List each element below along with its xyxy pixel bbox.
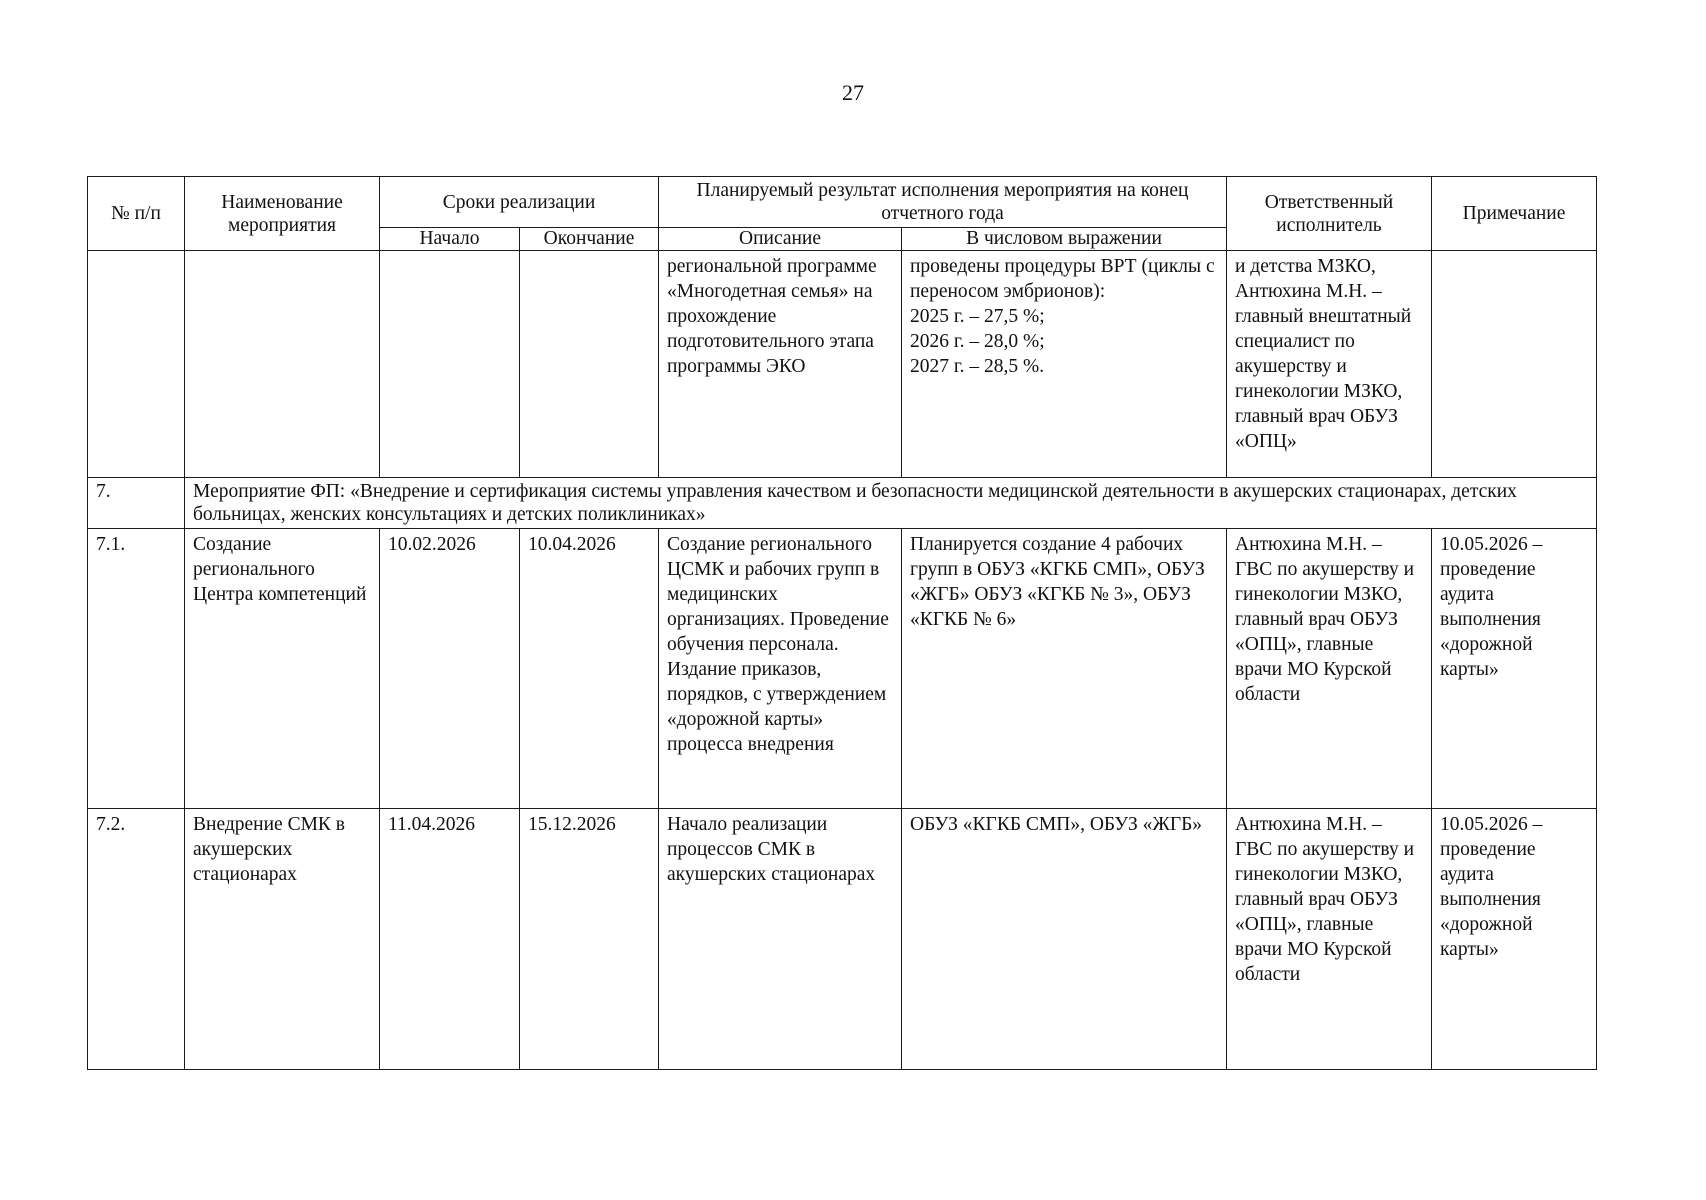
cell-event-name [185, 251, 380, 478]
numeric-line: 2025 г. – 27,5 %; [910, 306, 1045, 327]
cell-description: региональной программе «Многодетная семья» на прохождение подготовительного этапа программы ЭКО [659, 251, 902, 478]
cell-end [520, 251, 659, 478]
header-responsible: Ответственный исполнитель [1227, 177, 1432, 251]
cell-description: Создание регионального ЦСМК и рабочих групп в медицинских организациях. Проведение обучения персонала. Издание приказов, порядков, с утверждением «дорожной карты» процесса внедрения [659, 529, 902, 809]
section-row [88, 478, 1597, 529]
cell-number: 7.1. [88, 529, 185, 809]
section-title: Мероприятие ФП: «Внедрение и сертификация системы управления качеством и безопасности медицинской деятельности в акушерских стационарах, детских больницах, женских консультациях и детских поликлиниках» [185, 478, 1597, 529]
table-row [88, 529, 1597, 809]
header-terms: Сроки реализации [380, 177, 659, 228]
cell-responsible: Антюхина М.Н. – ГВС по акушерству и гинекологии МЗКО, главный врач ОБУЗ «ОПЦ», главные врачи МО Курской области [1227, 809, 1432, 1070]
header-event-name: Наименование мероприятия [185, 177, 380, 251]
cell-numeric: Планируется создание 4 рабочих групп в ОБУЗ «КГКБ СМП», ОБУЗ «ЖГБ» ОБУЗ «КГКБ № 3», ОБУЗ «КГКБ № 6» [902, 529, 1227, 809]
cell-responsible: Антюхина М.Н. – ГВС по акушерству и гинекологии МЗКО, главный врач ОБУЗ «ОПЦ», главные врачи МО Курской области [1227, 529, 1432, 809]
cell-note [1432, 251, 1597, 478]
table-row [88, 809, 1597, 1070]
header-end: Окончание [520, 228, 659, 251]
cell-responsible: и детства МЗКО, Антюхина М.Н. – главный внештатный специалист по акушерству и гинекологии МЗКО, главный врач ОБУЗ «ОПЦ» [1227, 251, 1432, 478]
header-note: Примечание [1432, 177, 1597, 251]
cell-start: 11.04.2026 [380, 809, 520, 1070]
header-description: Описание [659, 228, 902, 251]
cell-description: Начало реализации процессов СМК в акушерских стационарах [659, 809, 902, 1070]
action-plan-table [87, 176, 1597, 1070]
numeric-line: 2026 г. – 28,0 %; [910, 331, 1045, 352]
cell-start [380, 251, 520, 478]
cell-number: 7. [88, 478, 185, 529]
cell-start: 10.02.2026 [380, 529, 520, 809]
cell-note: 10.05.2026 – проведение аудита выполнения «дорожной карты» [1432, 809, 1597, 1070]
cell-number [88, 251, 185, 478]
cell-note: 10.05.2026 – проведение аудита выполнения «дорожной карты» [1432, 529, 1597, 809]
cell-numeric [902, 251, 1227, 478]
cell-end: 10.04.2026 [520, 529, 659, 809]
table-row [88, 251, 1597, 478]
numeric-intro: проведены процедуры ВРТ (циклы с переносом эмбрионов): [910, 256, 1215, 302]
cell-end: 15.12.2026 [520, 809, 659, 1070]
cell-numeric: ОБУЗ «КГКБ СМП», ОБУЗ «ЖГБ» [902, 809, 1227, 1070]
header-numeric: В числовом выражении [902, 228, 1227, 251]
cell-number: 7.2. [88, 809, 185, 1070]
cell-event-name: Создание регионального Центра компетенций [185, 529, 380, 809]
page-number: 27 [842, 80, 864, 105]
header-planned-result: Планируемый результат исполнения мероприятия на конец отчетного года [659, 177, 1227, 228]
numeric-line: 2027 г. – 28,5 %. [910, 356, 1045, 377]
header-start: Начало [380, 228, 520, 251]
cell-event-name: Внедрение СМК в акушерских стационарах [185, 809, 380, 1070]
header-number: № п/п [88, 177, 185, 251]
